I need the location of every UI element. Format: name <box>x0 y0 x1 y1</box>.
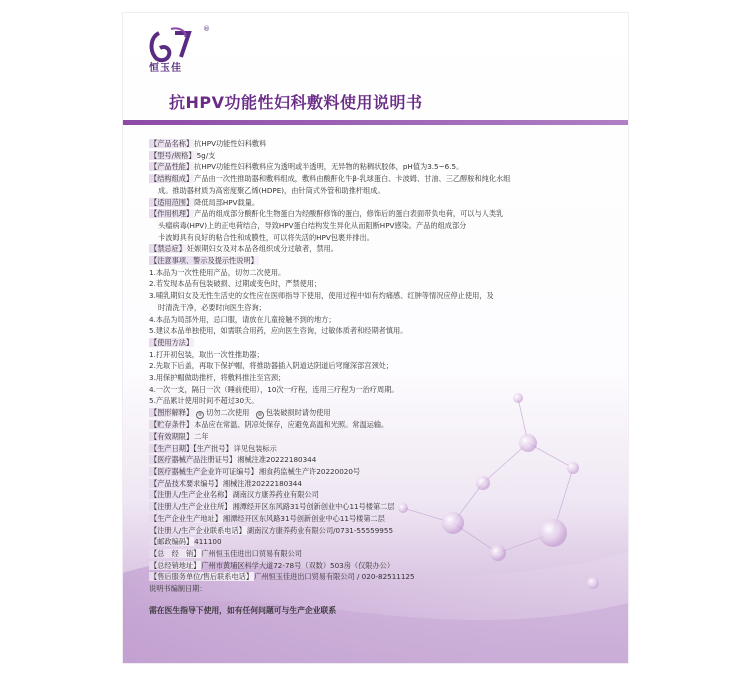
section-heading: 【注意事项、警示及提示性说明】 <box>150 256 258 266</box>
info-row: 【总 经 销】广州恒玉佳进出口贸易有限公司 <box>150 548 302 558</box>
info-row: 【产品名称】抗HPV功能性妇科敷料 <box>150 139 267 148</box>
list-item: 5.建议本品单独使用，如需联合用药，应向医生咨询，过敏体质者和经期者慎用。 <box>149 326 408 336</box>
info-row: 【生产企业生产地址】湘潭经开区东风路31号创新创业中心11号楼第二层 <box>150 513 385 523</box>
info-row: 【禁忌症】妊娠期妇女及对本品各组织成分过敏者，禁用。 <box>150 244 338 254</box>
info-row: 【型号/规格】5g/支 <box>150 150 216 160</box>
info-row: 【注册人/生产企业名称】湖南汉方康养药业有限公司 <box>150 490 319 500</box>
info-row: 【注册人/生产企业联系电话】湖南汉方康养药业有限公司/0731-55559955 <box>150 525 394 535</box>
info-row: 【医疗器械生产企业许可证编号】湘食药监械生产许20220020号 <box>150 466 361 476</box>
list-item: 5.产品累计使用时间不超过30天。 <box>149 396 259 406</box>
damaged-package-icon: ⊘ <box>257 412 262 419</box>
info-row: 【产品技术要求编号】湘械注准20222180344 <box>150 478 302 488</box>
info-row: 【作用机理】产品的组成部分酸酐化生物蛋白为经酸酐修饰的蛋白，修饰后的蛋白表面带负电荷，可以与人类乳 <box>150 209 504 219</box>
info-row: 【适用范围】降低局部HPV载量。 <box>150 197 260 207</box>
list-item: 3.哺乳期妇女及无性生活史的女性应在医师指导下使用，使用过程中如有灼痛感、红肿等情况应停止使用，及 <box>149 291 494 301</box>
registered-mark: ® <box>203 25 210 33</box>
list-item: 1.打开初包装，取出一次性推助器； <box>149 349 264 359</box>
brand-name: 恒玉佳 <box>149 63 182 74</box>
title-divider <box>123 120 628 125</box>
compile-date: 说明书编制日期： <box>149 584 207 594</box>
info-row-cont: 头瘤病毒(HPV)上的正电荷结合，导致HPV蛋白结构发生异化从而阻断HPV感染。产品的组成部分 <box>158 220 467 230</box>
list-item: 1.本品为一次性使用产品，切勿二次使用。 <box>149 267 286 277</box>
info-row: 【贮存条件】本品应在常温、阴凉处保存，应避免高温和光照。常温运输。 <box>150 420 389 430</box>
info-row-cont: 卡波姆具有良好的粘合性和成膜性，可以将失活的HPV包裹并排出。 <box>158 232 374 242</box>
list-item: 时清洗干净，必要时向医生咨询； <box>158 302 266 312</box>
section-heading: 【使用方法】 <box>150 337 194 347</box>
single-use-icon: ② <box>197 412 203 419</box>
footer-note: 需在医生指导下使用，如有任何问题可与生产企业联系 <box>149 606 337 615</box>
list-item: 2.先取下后盖，再取下保护帽，将推助器插入阴道达阴道后穹窿深部宫颈处； <box>149 361 394 371</box>
info-row: 【产品性能】抗HPV功能性妇科敷料应为透明或半透明，无异物的粘稠状胶体，pH值为3.5~6.5。 <box>150 162 464 172</box>
instruction-content <box>149 138 619 595</box>
list-item: 4.本品为局部外用，忌口服，请放在儿童接触不到的地方； <box>149 314 336 324</box>
info-row: 【总经销地址】广州市黄埔区科学大道72-78号（双数）503房（仅限办公） <box>150 560 395 570</box>
info-row: 【注册人/生产企业住所】湘潭经开区东风路31号创新创业中心11号楼第二层 <box>150 502 395 512</box>
info-row: 【售后服务单位/售后联系电话】广州恒玉佳进出口贸易有限公司 / 020-82511125 <box>150 572 415 582</box>
page-title: 抗HPV功能性妇科敷料使用说明书 <box>169 93 423 112</box>
info-row: 【有效期限】二年 <box>150 431 209 441</box>
list-item: 3.用保护帽做助推杆，将敷料推注至宫颈； <box>149 373 286 383</box>
info-row: 【邮政编码】411100 <box>150 537 222 547</box>
list-item: 4.一次一支，隔日一次（睡前使用），10次一疗程，连用三疗程为一治疗周期。 <box>149 384 399 394</box>
info-row: 【图形解释】 ② 切勿二次使用 ⊘ 包装破损时请勿使用 <box>150 408 331 419</box>
info-row: 【生产日期】【生产批号】详见包装标示 <box>150 443 277 453</box>
info-row-cont: 成。推助器材质为高密度聚乙烯(HDPE)，由针筒式外管和助推杆组成。 <box>158 185 385 195</box>
instruction-sheet <box>122 12 629 664</box>
list-item: 2.若发现本品有包装破损、过期或变色时，严禁使用； <box>149 279 322 289</box>
info-row: 【结构组成】产品由一次性推助器和敷料组成，敷料由酸酐化牛β-乳球蛋白、卡波姆、甘油、三乙醇胺和纯化水组 <box>150 174 511 184</box>
info-row: 【医疗器械产品注册证号】湘械注准20222180344 <box>150 455 317 465</box>
